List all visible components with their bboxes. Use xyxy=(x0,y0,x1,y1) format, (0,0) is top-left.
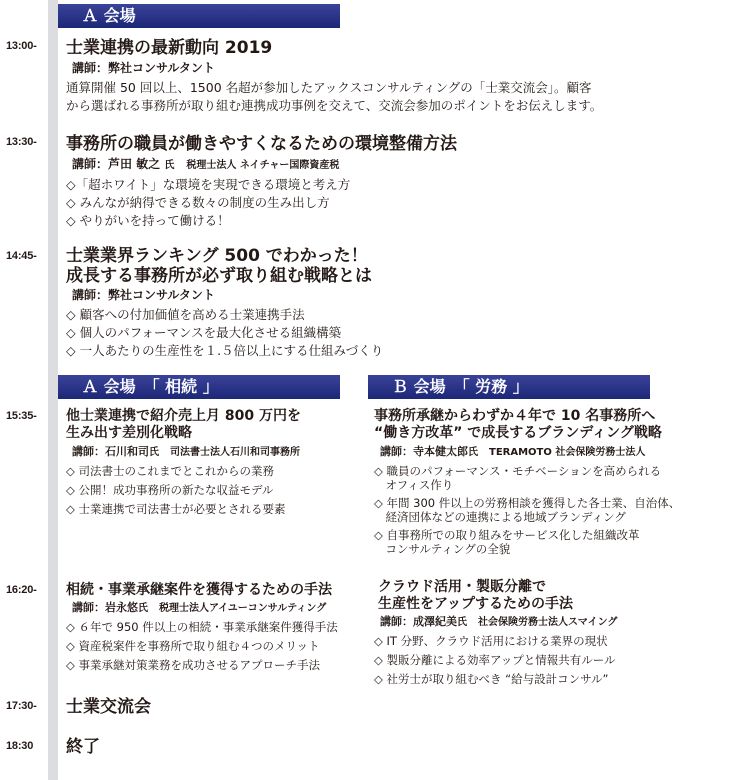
point-item: ◇ ６年で 950 件以上の相続・事業承継案件獲得手法 xyxy=(66,620,338,634)
session-title: 終了 xyxy=(66,737,100,757)
session-title: “働き方改革” で成長するブランディング戦略 xyxy=(374,425,662,441)
session-title: 生み出す差別化戦略 xyxy=(66,425,192,441)
session-description: から選ばれる事務所が取り組む連携成功事例を交えて、交流会参加のポイントをお伝えします。 xyxy=(66,98,603,113)
point-item: ◇ 士業連携で司法書士が必要とされる要素 xyxy=(66,502,286,516)
point-item: ◇ 司法書士のこれまでとこれからの業務 xyxy=(66,464,274,478)
point-item: コンサルティングの全貌 xyxy=(374,542,511,556)
time-label: 17:30- xyxy=(6,700,37,712)
point-item: 経済団体などの連携による地域ブランディング xyxy=(374,510,626,524)
session-title: クラウド活用・製販分離で xyxy=(378,579,546,595)
point-item: ◇ 職員のパフォーマンス・モチベーションを高められる xyxy=(374,464,662,478)
point-item: ◇ 製販分離による効率アップと情報共有ルール xyxy=(374,653,616,667)
session-title: 成長する事務所が必ず取り組む戦略とは xyxy=(66,266,372,286)
session-description: 通算開催 50 回以上、1500 名超が参加したアックスコンサルティングの「士業交流会」。顧客 xyxy=(66,80,592,95)
speaker: 講師：芦田 敏之 氏 税理士法人 ネイチャー国際資産税 xyxy=(72,157,340,171)
time-label: 15:35- xyxy=(6,410,37,422)
session-title: 事務所の職員が働きやすくなるための環境整備方法 xyxy=(66,134,457,154)
point-item: ◇ 一人あたりの生産性を１.５倍以上にする仕組みづくり xyxy=(66,343,384,358)
point-item: ◇ 公開！成功事務所の新たな収益モデル xyxy=(66,483,274,497)
point-item: ◇「超ホワイト」な環境を実現できる環境と考え方 xyxy=(66,177,351,192)
point-item: ◇ 事業承継対策業務を成功させるアプローチ手法 xyxy=(66,658,320,672)
time-label: 14:45- xyxy=(6,250,37,262)
speaker: 講師：岩永悠氏 税理士法人アイユーコンサルティング xyxy=(72,601,327,614)
session-title: 相続・事業承継案件を獲得するための手法 xyxy=(66,582,332,598)
hall-a-header: Ａ 会場 xyxy=(58,4,340,28)
speaker-org: 税理士法人アイユーコンサルティング xyxy=(159,603,327,614)
point-item: オフィス作り xyxy=(374,478,454,492)
time-label: 18:30 xyxy=(6,740,34,752)
point-item: ◇ 個人のパフォーマンスを最大化させる組織構築 xyxy=(66,325,342,340)
session-title: 士業交流会 xyxy=(66,697,151,717)
point-item: ◇ 年間 300 件以上の労務相談を獲得した各士業、自治体、 xyxy=(374,496,681,510)
time-label: 16:20- xyxy=(6,584,37,596)
point-item: ◇ みんなが納得できる数々の制度の生み出し方 xyxy=(66,195,330,210)
speaker: 講師：弊社コンサルタント xyxy=(72,61,215,75)
session-title: 士業連携の最新動向 2019 xyxy=(66,38,273,58)
point-item: ◇ やりがいを持って働ける！ xyxy=(66,213,230,228)
session-title: 生産性をアップするための手法 xyxy=(378,596,574,612)
speaker-org: 司法書士法人石川和司事務所 xyxy=(170,447,300,458)
speaker: 講師：成澤紀美氏 社会保険労務士法人スマイング xyxy=(380,615,618,628)
time-label: 13:00- xyxy=(6,40,37,52)
time-label: 13:30- xyxy=(6,136,37,148)
timeline-stripe xyxy=(48,0,58,780)
session-title: 事務所承継からわずか４年で 10 名事務所へ xyxy=(374,408,656,424)
session-title: 士業業界ランキング 500 でわかった！ xyxy=(66,246,368,266)
point-item: ◇ IT 分野、クラウド活用における業界の現状 xyxy=(374,634,608,648)
speaker-org: 税理士法人 ネイチャー国際資産税 xyxy=(186,160,340,171)
speaker: 講師：寺本健太郎氏 TERAMOTO 社会保険労務士法人 xyxy=(380,445,646,458)
point-item: ◇ 社労士が取り組むべき “給与設計コンサル” xyxy=(374,672,609,686)
hall-a-souzoku-header: Ａ 会場 「 相続 」 xyxy=(58,375,340,399)
speaker-org: 社会保険労務士法人スマイング xyxy=(478,617,618,628)
session-title: 他士業連携で紹介売上月 800 万円を xyxy=(66,408,301,424)
speaker: 講師：石川和司氏 司法書士法人石川和司事務所 xyxy=(72,445,300,458)
point-item: ◇ 顧客への付加価値を高める士業連携手法 xyxy=(66,307,305,322)
hall-b-roumu-header: Ｂ 会場 「 労務 」 xyxy=(368,375,650,399)
point-item: ◇ 資産税案件を事務所で取り組む４つのメリット xyxy=(66,639,320,653)
point-item: ◇ 自事務所での取り組みをサービス化した組織改革 xyxy=(374,528,640,542)
speaker-org: TERAMOTO 社会保険労務士法人 xyxy=(489,447,646,458)
speaker: 講師：弊社コンサルタント xyxy=(72,288,215,302)
